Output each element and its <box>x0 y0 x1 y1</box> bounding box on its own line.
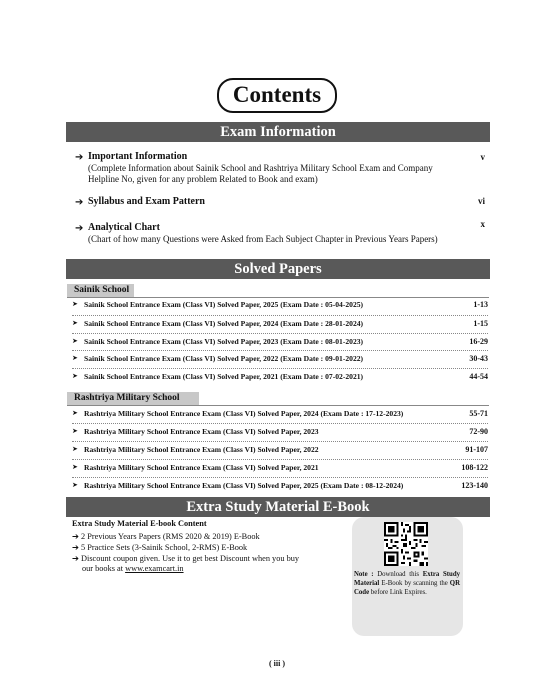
row-pages: 123-140 <box>461 481 488 490</box>
important-information-desc: (Complete Information about Sainik School and Rashtriya Military School Exam and Company Helpline No, given for any problem Related to Book and exam) <box>88 163 433 184</box>
row-pages: 1-13 <box>473 300 488 309</box>
arrow-right-icon: ➔ <box>72 531 79 541</box>
divider <box>72 459 488 460</box>
row-pages: 108-122 <box>461 463 488 472</box>
triangle-right-icon: ➤ <box>72 445 78 453</box>
list-item-text: 5 Practice Sets (3-Sainik School, 2-RMS) E-Book <box>81 543 248 552</box>
triangle-right-icon: ➤ <box>72 337 78 345</box>
list-item <box>72 531 260 541</box>
arrow-right-icon: ➔ <box>72 542 79 552</box>
row-pages: 91-107 <box>465 445 488 454</box>
analytical-chart-desc: (Chart of how many Questions were Asked from Each Subject Chapter in Previous Years Papers) <box>88 234 438 244</box>
table-row <box>72 371 488 385</box>
analytical-chart-title: Analytical Chart <box>88 222 160 233</box>
list-item-continuation <box>82 564 184 573</box>
triangle-right-icon: ➤ <box>72 354 78 362</box>
row-label: Sainik School Entrance Exam (Class VI) Solved Paper, 2025 (Exam Date : 05-04-2025) <box>84 300 364 309</box>
triangle-right-icon: ➤ <box>72 319 78 327</box>
analytical-chart-page: x <box>480 219 485 229</box>
note-lead: Note : <box>354 571 374 578</box>
table-row <box>72 444 488 458</box>
divider <box>72 368 488 369</box>
row-pages: 16-29 <box>469 337 488 346</box>
row-pages: 1-15 <box>473 319 488 328</box>
note-bold: QR Code <box>354 580 460 596</box>
note-text: E-Book by scanning the <box>379 580 450 587</box>
table-row <box>72 462 488 476</box>
rms-label: Rashtriya Military School <box>67 392 199 405</box>
table-row <box>72 299 488 313</box>
syllabus-title: Syllabus and Exam Pattern <box>88 196 205 207</box>
list-item-text: our books at <box>82 564 126 573</box>
divider <box>72 333 488 334</box>
divider <box>67 405 489 406</box>
row-label: Sainik School Entrance Exam (Class VI) Solved Paper, 2023 (Exam Date : 08-01-2023) <box>84 337 364 346</box>
arrow-right-icon: ➔ <box>75 197 84 208</box>
row-label: Rashtriya Military School Entrance Exam (Class VI) Solved Paper, 2025 (Exam Date : 08-12-2024) <box>84 481 404 490</box>
list-item-text: Discount coupon given. Use it to get best Discount when you buy <box>81 554 300 563</box>
triangle-right-icon: ➤ <box>72 481 78 489</box>
row-label: Rashtriya Military School Entrance Exam (Class VI) Solved Paper, 2024 (Exam Date : 17-12-2023) <box>84 409 404 418</box>
triangle-right-icon: ➤ <box>72 427 78 435</box>
note-text: Download this <box>373 571 423 578</box>
divider <box>72 350 488 351</box>
note-bold: Extra Study Material <box>354 571 460 587</box>
row-label: Sainik School Entrance Exam (Class VI) Solved Paper, 2021 (Exam Date : 07-02-2021) <box>84 372 364 381</box>
qr-note <box>354 570 460 597</box>
title-wrap <box>0 78 554 113</box>
list-item <box>72 553 299 563</box>
arrow-right-icon: ➔ <box>75 223 84 234</box>
ebook-content-title: Extra Study Material E-book Content <box>72 519 207 528</box>
page-number: ( iii ) <box>269 659 285 668</box>
table-row <box>72 480 488 494</box>
row-label: Rashtriya Military School Entrance Exam (Class VI) Solved Paper, 2022 <box>84 445 319 454</box>
divider <box>72 477 488 478</box>
syllabus-page: vi <box>477 196 485 206</box>
arrow-right-icon: ➔ <box>72 553 79 563</box>
table-row <box>72 353 488 367</box>
row-label: Rashtriya Military School Entrance Exam (Class VI) Solved Paper, 2021 <box>84 463 319 472</box>
row-pages: 55-71 <box>469 409 488 418</box>
sainik-school-label: Sainik School <box>67 284 134 297</box>
solved-papers-heading: Solved Papers <box>66 259 490 279</box>
note-text: before Link Expires. <box>369 589 427 596</box>
row-label: Sainik School Entrance Exam (Class VI) Solved Paper, 2024 (Exam Date : 28-01-2024) <box>84 319 364 328</box>
list-item-text: 2 Previous Years Papers (RMS 2020 & 2019) E-Book <box>81 532 260 541</box>
row-pages: 44-54 <box>469 372 488 381</box>
table-row <box>72 336 488 350</box>
divider <box>72 315 488 316</box>
triangle-right-icon: ➤ <box>72 463 78 471</box>
divider <box>67 297 489 298</box>
important-information-page: v <box>480 152 485 162</box>
list-item <box>72 542 247 552</box>
arrow-right-icon: ➔ <box>75 152 84 163</box>
ebook-heading: Extra Study Material E-Book <box>66 497 490 517</box>
qr-code-icon[interactable] <box>384 522 428 566</box>
row-pages: 72-90 <box>469 427 488 436</box>
divider <box>72 423 488 424</box>
row-label: Sainik School Entrance Exam (Class VI) Solved Paper, 2022 (Exam Date : 09-01-2022) <box>84 354 364 363</box>
table-row <box>72 426 488 440</box>
divider <box>72 441 488 442</box>
triangle-right-icon: ➤ <box>72 409 78 417</box>
examcart-link[interactable]: www.examcart.in <box>125 564 184 573</box>
page-title: Contents <box>217 78 337 113</box>
table-row <box>72 408 488 422</box>
triangle-right-icon: ➤ <box>72 300 78 308</box>
exam-information-heading: Exam Information <box>66 122 490 142</box>
row-pages: 30-43 <box>469 354 488 363</box>
important-information-title: Important Information <box>88 151 188 162</box>
table-row <box>72 318 488 332</box>
triangle-right-icon: ➤ <box>72 372 78 380</box>
row-label: Rashtriya Military School Entrance Exam (Class VI) Solved Paper, 2023 <box>84 427 319 436</box>
